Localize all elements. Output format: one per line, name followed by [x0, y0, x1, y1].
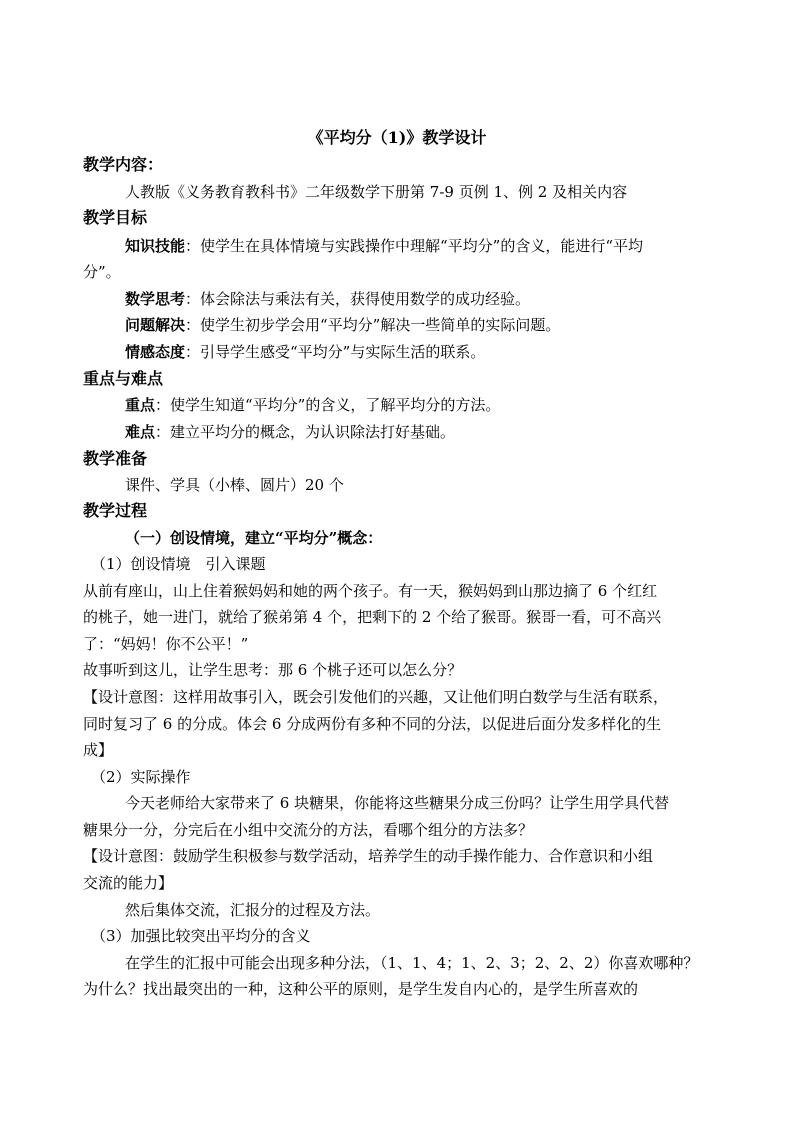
goal-thinking-text: ：体会除法与乘法有关，获得使用数学的成功经验。: [185, 290, 531, 308]
intent-1-line-2: 同时复习了 6 的分成。体会 6 分成两份有多种不同的分法，以促进后面分发多样化的生: [83, 715, 662, 733]
goal-thinking-label: 数学思考: [125, 290, 186, 308]
subsection-3: （3）加强比较突出平均分的含义: [91, 927, 311, 945]
goal-attitude: [125, 339, 745, 365]
prep-text: 课件、学具（小棒、圆片）20 个: [125, 476, 344, 494]
intent-1-line-3: 成】: [83, 741, 114, 759]
subsection-2: （2）实际操作: [91, 768, 191, 786]
section-heading-prep: 教学准备: [83, 449, 148, 468]
goal-solving: [125, 312, 745, 338]
intent-1-line-1: 【设计意图：这样用故事引入，既会引发他们的兴趣，又让他们明白数学与生活有联系，: [83, 688, 669, 706]
content-text: 人教版《义务教育教科书》二年级数学下册第 7-9 页例 1、例 2 及相关内容: [125, 183, 628, 201]
story-line-4: 故事听到这儿，让学生思考：那 6 个桃子还可以怎么分？: [83, 661, 463, 679]
operation-line-2: 糖果分一分，分完后在小组中交流分的方法，看哪个组分的方法多？: [83, 821, 534, 839]
section-heading-goals: 教学目标: [83, 208, 148, 227]
goal-knowledge-cont: 分”。: [83, 263, 121, 281]
goal-knowledge: [125, 233, 745, 259]
goal-solving-label: 问题解决: [125, 316, 186, 334]
section-heading-focus: 重点与难点: [83, 369, 164, 388]
focus-key-label: 重点: [125, 396, 156, 414]
operation-line-1: 今天老师给大家带来了 6 块糖果，你能将这些糖果分成三份吗？让学生用学具代替: [125, 794, 670, 812]
subsection-1: （1）创设情境 引入课题: [91, 555, 266, 573]
process-step-1: （一）创设情境，建立“平均分”概念：: [125, 529, 383, 547]
section-heading-content: 教学内容：: [83, 155, 164, 174]
story-line-3: 了：“妈妈！你不公平！”: [83, 635, 249, 653]
focus-difficulty-label: 难点: [125, 423, 156, 441]
intent-2-line-1: 【设计意图：鼓励学生积极参与数学活动，培养学生的动手操作能力、合作意识和小组: [83, 847, 654, 865]
focus-difficulty-text: ：建立平均分的概念，为认识除法打好基础。: [155, 423, 456, 441]
focus-key: [125, 392, 745, 418]
report-line: 然后集体交流，汇报分的过程及方法。: [125, 901, 381, 919]
goal-attitude-label: 情感态度: [125, 343, 186, 361]
intent-2-line-2: 交流的能力】: [83, 874, 174, 892]
page-title: 《平均分（1)》教学设计: [307, 128, 487, 147]
section-heading-process: 教学过程: [83, 501, 148, 520]
focus-key-text: ：使学生知道“平均分”的含义，了解平均分的方法。: [155, 396, 501, 414]
goal-attitude-text: ：引导学生感受“平均分”与实际生活的联系。: [185, 343, 486, 361]
goal-knowledge-text: ：使学生在具体情境与实践操作中理解“平均分”的含义，能进行“平均: [185, 237, 644, 255]
story-line-2: 的桃子，她一进门，就给了猴弟第 4 个，把剩下的 2 个给了猴哥。猴哥一看，可不高兴: [83, 608, 662, 626]
focus-difficulty: [125, 419, 745, 445]
story-line-1: 从前有座山，山上住着猴妈妈和她的两个孩子。有一天，猴妈妈到山那边摘了 6 个红红: [83, 582, 658, 600]
goal-thinking: [125, 286, 745, 312]
compare-line-2: 为什么？找出最突出的一种，这种公平的原则，是学生发自内心的，是学生所喜欢的: [83, 980, 639, 998]
goal-knowledge-label: 知识技能: [125, 237, 186, 255]
compare-line-1: 在学生的汇报中可能会出现多种分法，（1、1、4；1、2、3；2、2、2）你喜欢哪种？: [125, 954, 699, 972]
goal-solving-text: ：使学生初步学会用“平均分”解决一些简单的实际问题。: [185, 316, 561, 334]
